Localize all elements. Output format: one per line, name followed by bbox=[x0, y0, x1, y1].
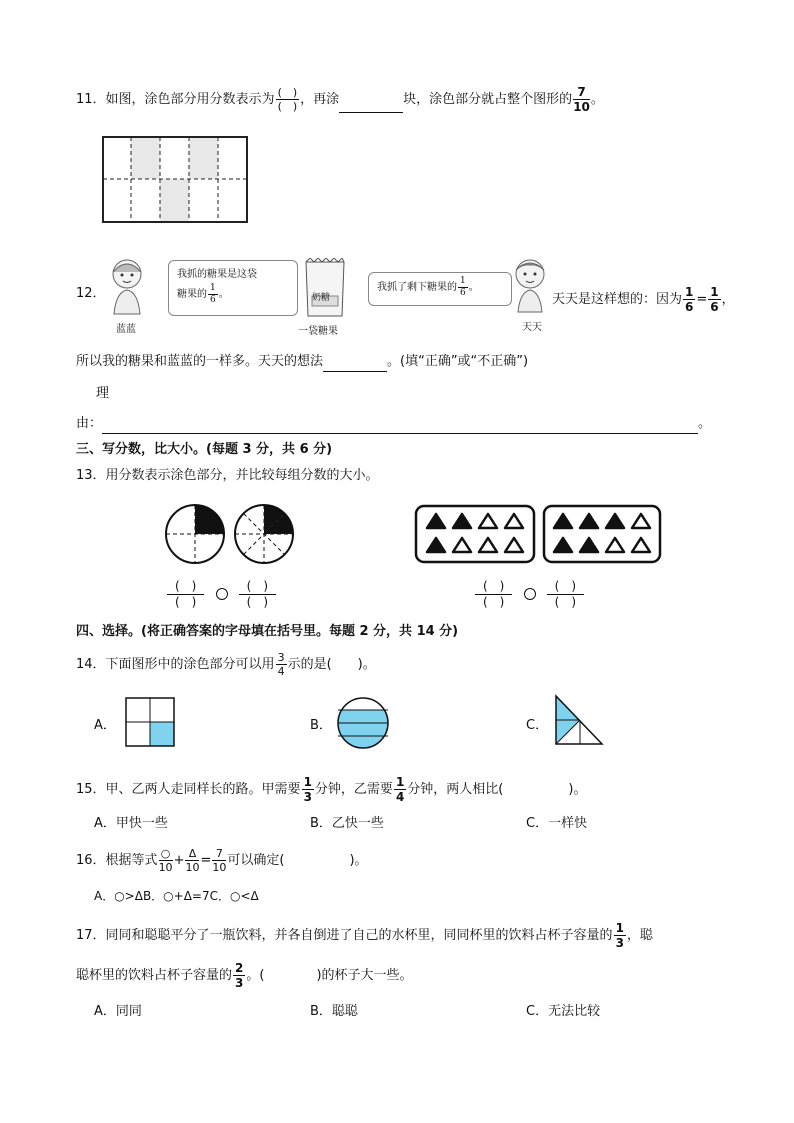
tiantian-label: 天天 bbox=[522, 322, 542, 333]
q14-option-a-label[interactable]: A． bbox=[94, 718, 116, 733]
q11-answer-fraction: $\frac{( )}{( )}$ bbox=[277, 86, 298, 113]
section3-heading: 三、写分数，比大小。(每题 3 分，共 6 分) bbox=[76, 442, 333, 457]
candy-bag-label: 一袋糖果 bbox=[298, 326, 338, 337]
q12-blank[interactable] bbox=[323, 357, 387, 372]
q12-li: 理 bbox=[96, 386, 110, 401]
section4-heading: 四、选择。(将正确答案的字母填在括号里。每题 2 分，共 14 分) bbox=[76, 624, 459, 639]
q11-text: 11．如图，涂色部分用分数表示为 $\frac{( )}{( )}$ ，再涂 块，涂色部分就占整个图形的 $\frac{7}{10}$ 。 bbox=[76, 85, 604, 114]
tiantian-speech-bubble: 我抓了剩下糖果的 $\frac{1}{6}$ 。 bbox=[368, 272, 512, 306]
q13-compare-right bbox=[474, 580, 585, 608]
q15-option-c[interactable]: C．一样快 bbox=[526, 816, 588, 831]
q16-text: 16．根据等式 $\frac{○}{10}$ + $\frac{\Delta}{10}$ = $\frac{7}{10}$ 可以确定( )。 bbox=[76, 847, 368, 874]
q14-text: 14．下面图形中的涂色部分可以用 $\frac{3}{4}$ 示的是( )。 bbox=[76, 651, 376, 678]
q13-triangles-figure bbox=[414, 504, 662, 566]
q12-reason-line: 由： 。 bbox=[76, 414, 711, 434]
q15-option-a[interactable]: A．甲快一些 bbox=[94, 816, 168, 831]
candy-bag-text: 奶糖 bbox=[312, 293, 331, 303]
q13-compare-circle[interactable] bbox=[524, 588, 536, 600]
q14-option-c-label[interactable]: C． bbox=[526, 718, 549, 733]
lanlan-label: 蓝蓝 bbox=[116, 324, 136, 335]
q17-option-c[interactable]: C．无法比较 bbox=[526, 1004, 601, 1019]
q13-circles-figure bbox=[164, 502, 298, 566]
q15-text: 15．甲、乙两人走同样长的路。甲需要 $\frac{1}{3}$ 分钟，乙需要 $\frac{1}{4}$ 分钟，两人相比( )。 bbox=[76, 775, 587, 804]
q17-text-line1: 17．同同和聪聪平分了一瓶饮料，并各自倒进了自己的水杯里，同同杯里的饮料占杯子容量的 $\frac{1}{3}$ ，聪 bbox=[76, 921, 653, 950]
q15-option-b[interactable]: B．乙快一些 bbox=[310, 816, 384, 831]
q16-options[interactable]: A．○>ΔB．○+Δ=7C．○<Δ bbox=[94, 889, 259, 903]
candy-bag-icon bbox=[302, 258, 348, 320]
q14-option-b-label[interactable]: B． bbox=[310, 718, 332, 733]
q13-compare-circle[interactable] bbox=[216, 588, 228, 600]
q11-grid-figure bbox=[102, 136, 248, 224]
q11-number: 11． bbox=[76, 92, 106, 107]
q14-option-b-circle[interactable] bbox=[336, 696, 390, 750]
lanlan-speech-bubble: 我抓的糖果是这袋 糖果的 $\frac{1}{6}$ 。 bbox=[168, 260, 298, 316]
q11-target-fraction: $\frac{7}{10}$ bbox=[573, 85, 590, 114]
q13-text: 13．用分数表示涂色部分，并比较每组分数的大小。 bbox=[76, 468, 379, 483]
q14-option-a-square[interactable] bbox=[124, 696, 176, 748]
q13-answer-fraction[interactable]: $\frac{( )}{( )}$ bbox=[547, 580, 584, 608]
q12-text-line2: 所以我的糖果和蓝蓝的一样多。天天的想法 。(填“正确”或“不正确”) bbox=[76, 352, 528, 372]
q11-blank[interactable] bbox=[339, 98, 403, 113]
q13-answer-fraction[interactable]: $\frac{( )}{( )}$ bbox=[167, 580, 204, 608]
q12-reason-blank[interactable] bbox=[102, 419, 698, 434]
q12-text-line1: 天天是这样想的：因为 $\frac{1}{6}$ = $\frac{1}{6}$ ， bbox=[552, 285, 735, 314]
girl-lanlan-icon bbox=[104, 256, 150, 316]
q17-option-a[interactable]: A．同同 bbox=[94, 1004, 142, 1019]
q17-text-line2: 聪杯里的饮料占杯子容量的 $\frac{2}{3}$ 。( )的杯子大一些。 bbox=[76, 961, 413, 990]
q17-option-b[interactable]: B．聪聪 bbox=[310, 1004, 358, 1019]
q13-answer-fraction[interactable]: $\frac{( )}{( )}$ bbox=[475, 580, 512, 608]
q14-option-c-triangle[interactable] bbox=[554, 694, 604, 748]
q13-compare-left bbox=[166, 580, 277, 608]
q12-number: 12． bbox=[76, 286, 106, 301]
boy-tiantian-icon bbox=[508, 254, 552, 314]
q13-answer-fraction[interactable]: $\frac{( )}{( )}$ bbox=[239, 580, 276, 608]
